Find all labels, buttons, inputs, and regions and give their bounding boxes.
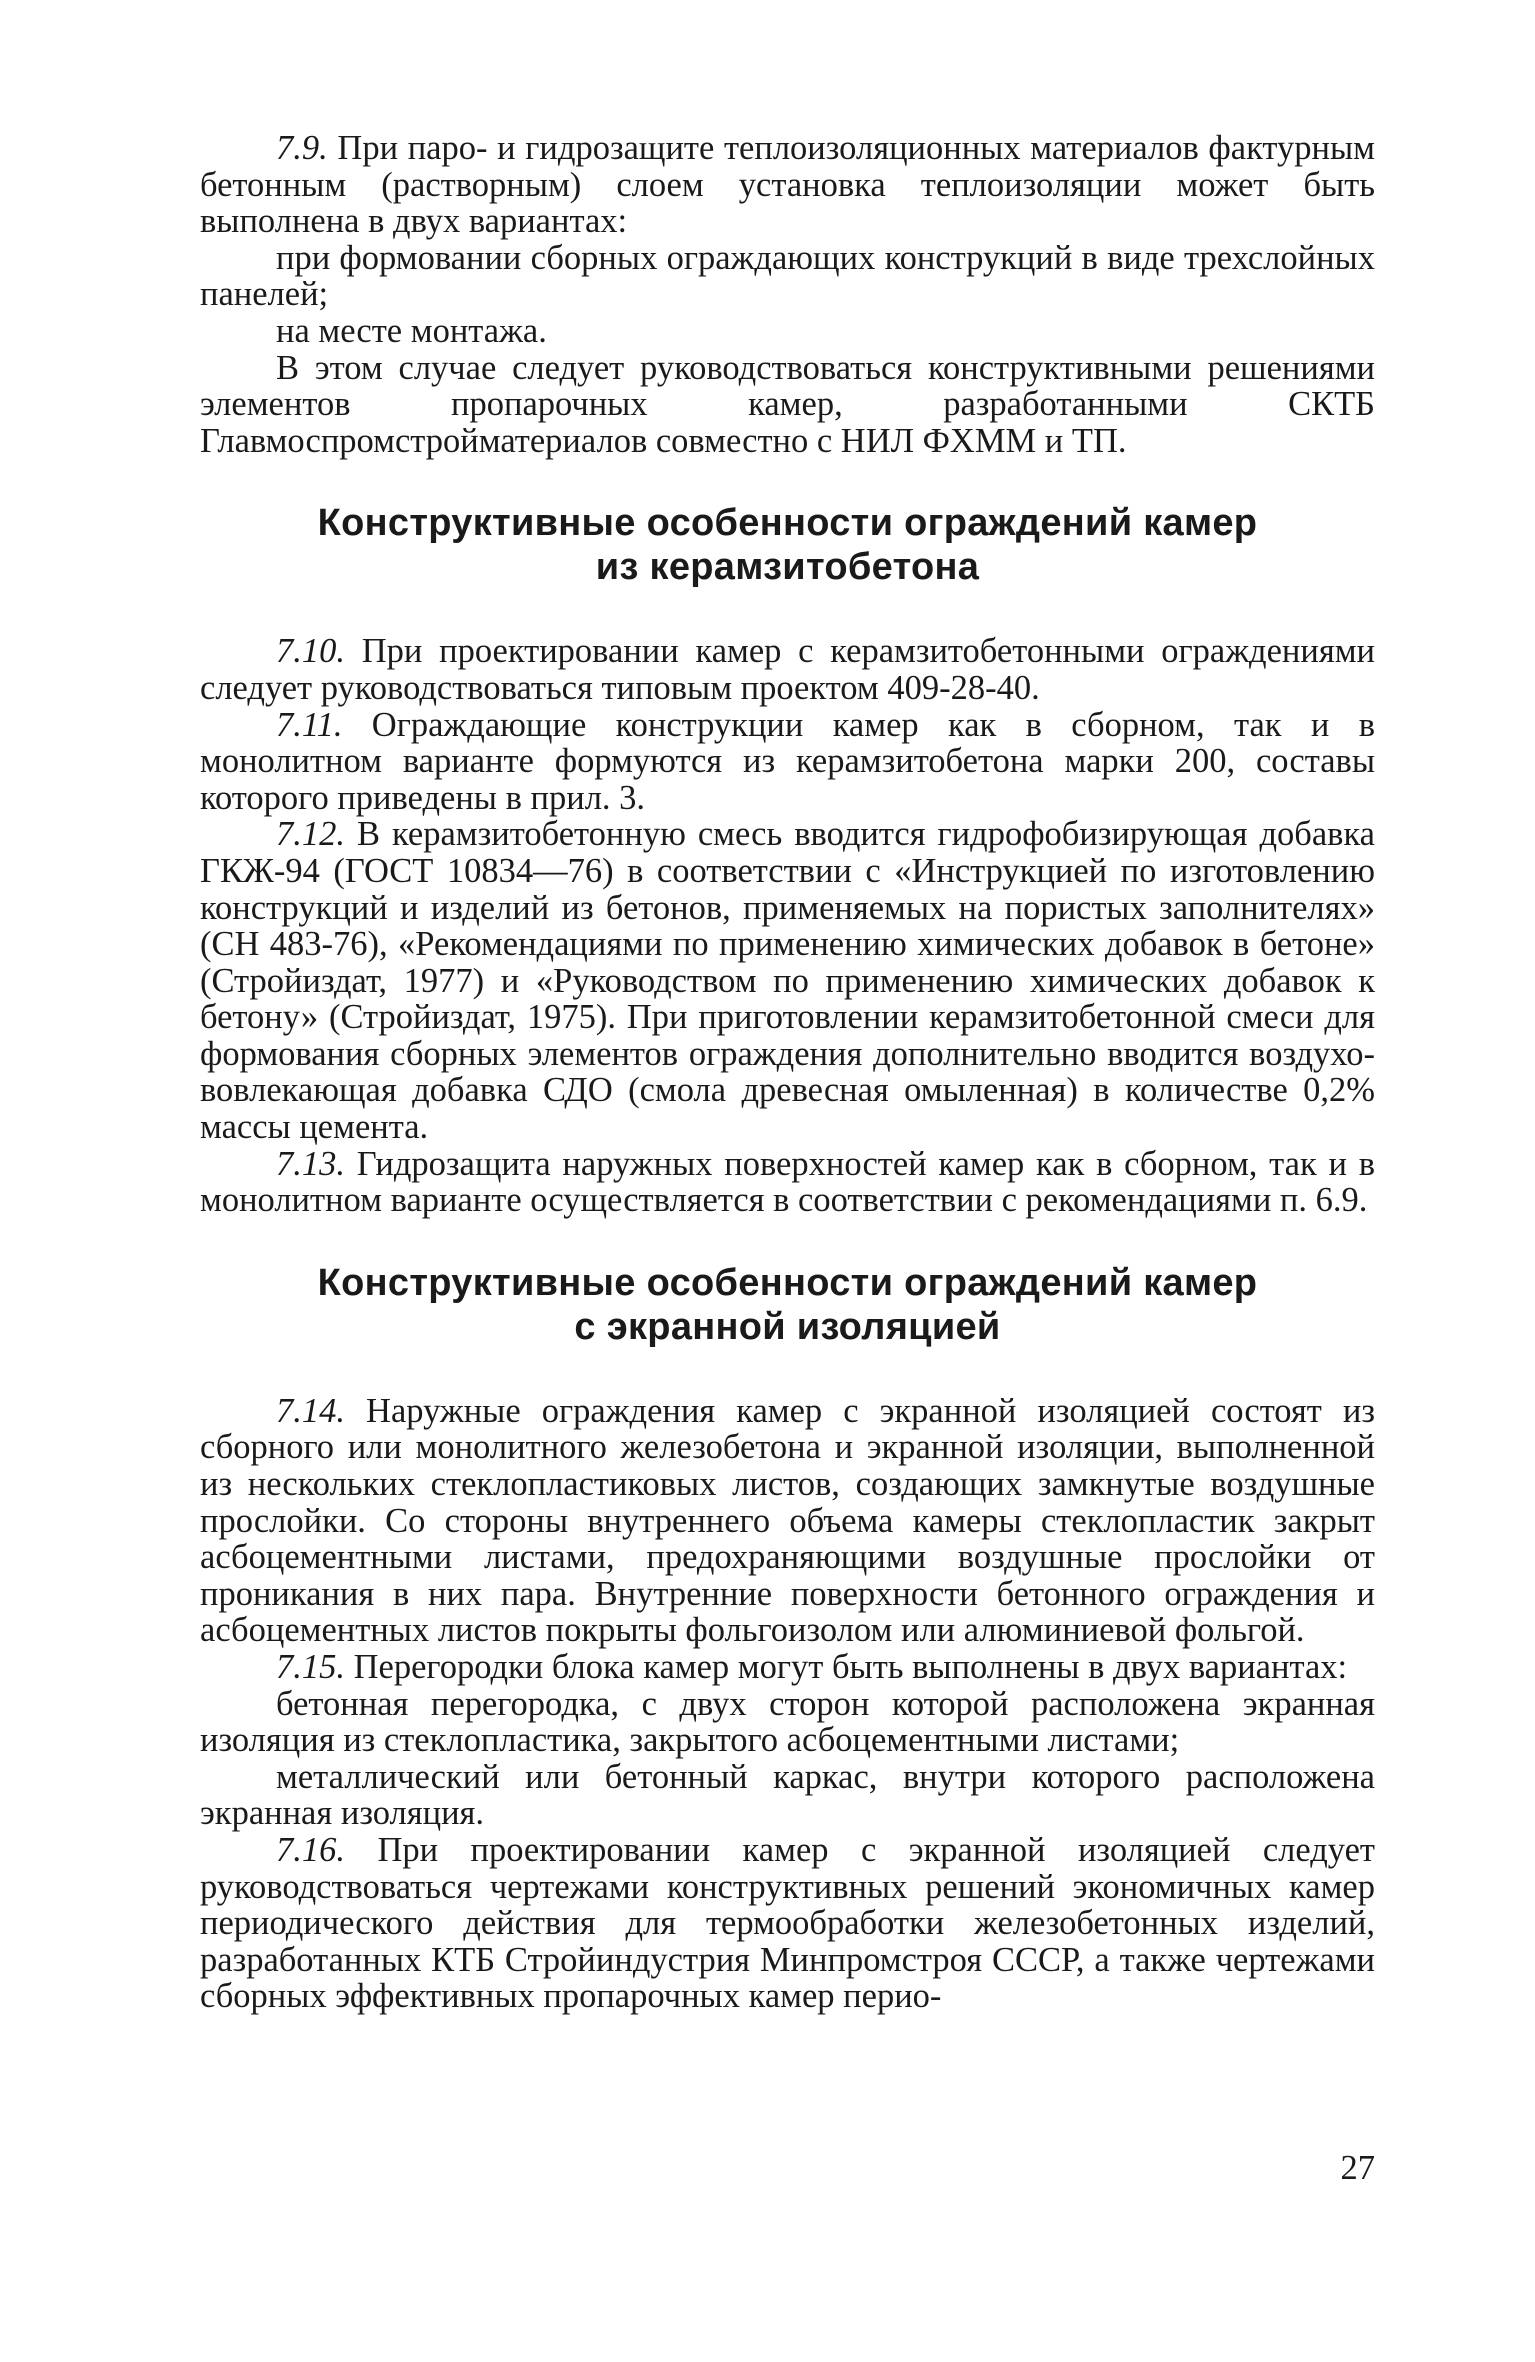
paragraph-text: металлический или бетонный каркас, внутри которого расположена экранная изоляция.	[200, 1757, 1375, 1833]
clause-number: 7.15.	[276, 1648, 345, 1686]
paragraph-7-11	[200, 707, 1375, 817]
paragraph-text: Перегородки блока камер могут быть выполнены в двух вариантах:	[345, 1648, 1348, 1686]
paragraph-text: В этом случае следует руководствоваться конструктивными решениями элементов пропарочных камер, разработанными СКТБ Главмоспромстройматериалов совместно с НИЛ ФХММ и ТП.	[200, 348, 1375, 460]
paragraph-variant-1	[200, 240, 1375, 313]
paragraph-7-13	[200, 1146, 1375, 1219]
heading-line-2: с экранной изоляцией	[574, 1305, 1001, 1348]
paragraph-text: При паро- и гидрозащите теплоизоляционных материалов фактурным бетонным (растворным) слоем установка теплоизоляции может быть выполнена в двух вариантах:	[200, 129, 1375, 241]
document-page	[200, 130, 1375, 2350]
paragraph-variant-2	[200, 313, 1375, 350]
clause-number: 7.13.	[276, 1144, 345, 1183]
paragraph-7-12	[200, 816, 1375, 1145]
clause-number: 7.16.	[276, 1830, 345, 1869]
paragraph-text: При проектировании камер с экранной изоляцией следует руководствоваться чертежами конструктивных решений экономичных камер периодического действия для термообработки железобетонных изделий, разработанных КТБ Стройиндустрия Минпромстроя СССР, а также чертежами сборных эффективных пропарочных камер перио-	[200, 1830, 1375, 2016]
paragraph-text: В керамзитобетонную смесь вводится гидрофобизирующая добавка ГКЖ-94 (ГОСТ 10834—76) в соответствии с «Инструкцией по изготовлению конструкций и изделий из бетонов, применяемых на пористых заполнителях» (СН 483-76), «Рекомендациями по применению химических добавок в бетоне» (Стройиздат, 1977) и «Руководством по применению химических добавок к бетону» (Стройиздат, 1975). При приготовлении керамзитобетонной смеси для формования сборных элементов ограждения дополнительно вводится воздухововлекающая добавка СДО (смола древесная омыленная) в количестве 0,2% массы цемента.	[200, 815, 1375, 1147]
section-screen-insulation	[200, 1393, 1375, 2015]
paragraph-text: Гидрозащита наружных поверхностей камер как в сборном, так и в монолитном варианте осуществляется в соответствии с рекомендациями п. 6.9.	[200, 1144, 1375, 1220]
paragraph-text: При проектировании камер с керамзитобетонными ограждениями следует руководствоваться типовым проектом 409-28-40.	[200, 632, 1375, 707]
paragraph-text: бетонная перегородка, с двух сторон которой расположена экранная изоляция из стеклопластика, закрытого асбоцементными листами;	[200, 1684, 1375, 1760]
heading-line-2: из керамзитобетона	[595, 546, 980, 589]
section-heading-screen-insulation	[200, 1261, 1375, 1349]
clause-number: 7.11.	[276, 705, 343, 744]
paragraph-text: Наружные ограждения камер с экранной изоляцией состоят из сборного или монолитного железобетона и экранной изоляции, выполненной из нескольких стеклопластиковых листов, создающих замкнутые воздушные прослойки. Со стороны внутреннего объема камеры стеклопластик закрыт асбоцементными листами, предохраняющими воздушные прослойки от проникания в них пара. Внутренние поверхности бетонного ограждения и асбоцементных листов покрыты фольгоизолом или алюминиевой фольгой.	[200, 1391, 1375, 1650]
page-number: 27	[1340, 2149, 1375, 2187]
section-top	[200, 130, 1375, 459]
clause-number: 7.10.	[276, 632, 345, 671]
paragraph-partition-variant-1	[200, 1686, 1375, 1759]
clause-number: 7.9.	[276, 129, 328, 167]
paragraph-text: на месте монтажа.	[276, 311, 547, 350]
paragraph-text: Ограждающие конструкции камер как в сборном, так и в монолитном варианте формуются из керамзитобетона марки 200, составы которого приведены в прил. 3.	[200, 705, 1375, 817]
paragraph-7-9	[200, 130, 1375, 240]
paragraph-partition-variant-2	[200, 1759, 1375, 1832]
clause-number: 7.14.	[276, 1391, 345, 1430]
section-expanded-clay	[200, 633, 1375, 1219]
paragraph-7-16	[200, 1832, 1375, 2015]
paragraph-7-14	[200, 1393, 1375, 1649]
section-heading-expanded-clay	[200, 501, 1375, 589]
paragraph-guidance	[200, 350, 1375, 460]
clause-number: 7.12.	[276, 815, 345, 854]
heading-line-1: Конструктивные особенности ограждений камер	[317, 502, 1258, 545]
paragraph-text: при формовании сборных ограждающих конструкций в виде трехслойных панелей;	[200, 238, 1375, 314]
paragraph-7-15	[200, 1649, 1375, 1686]
paragraph-7-10	[200, 633, 1375, 706]
heading-line-1: Конструктивные особенности ограждений камер	[317, 1261, 1258, 1304]
